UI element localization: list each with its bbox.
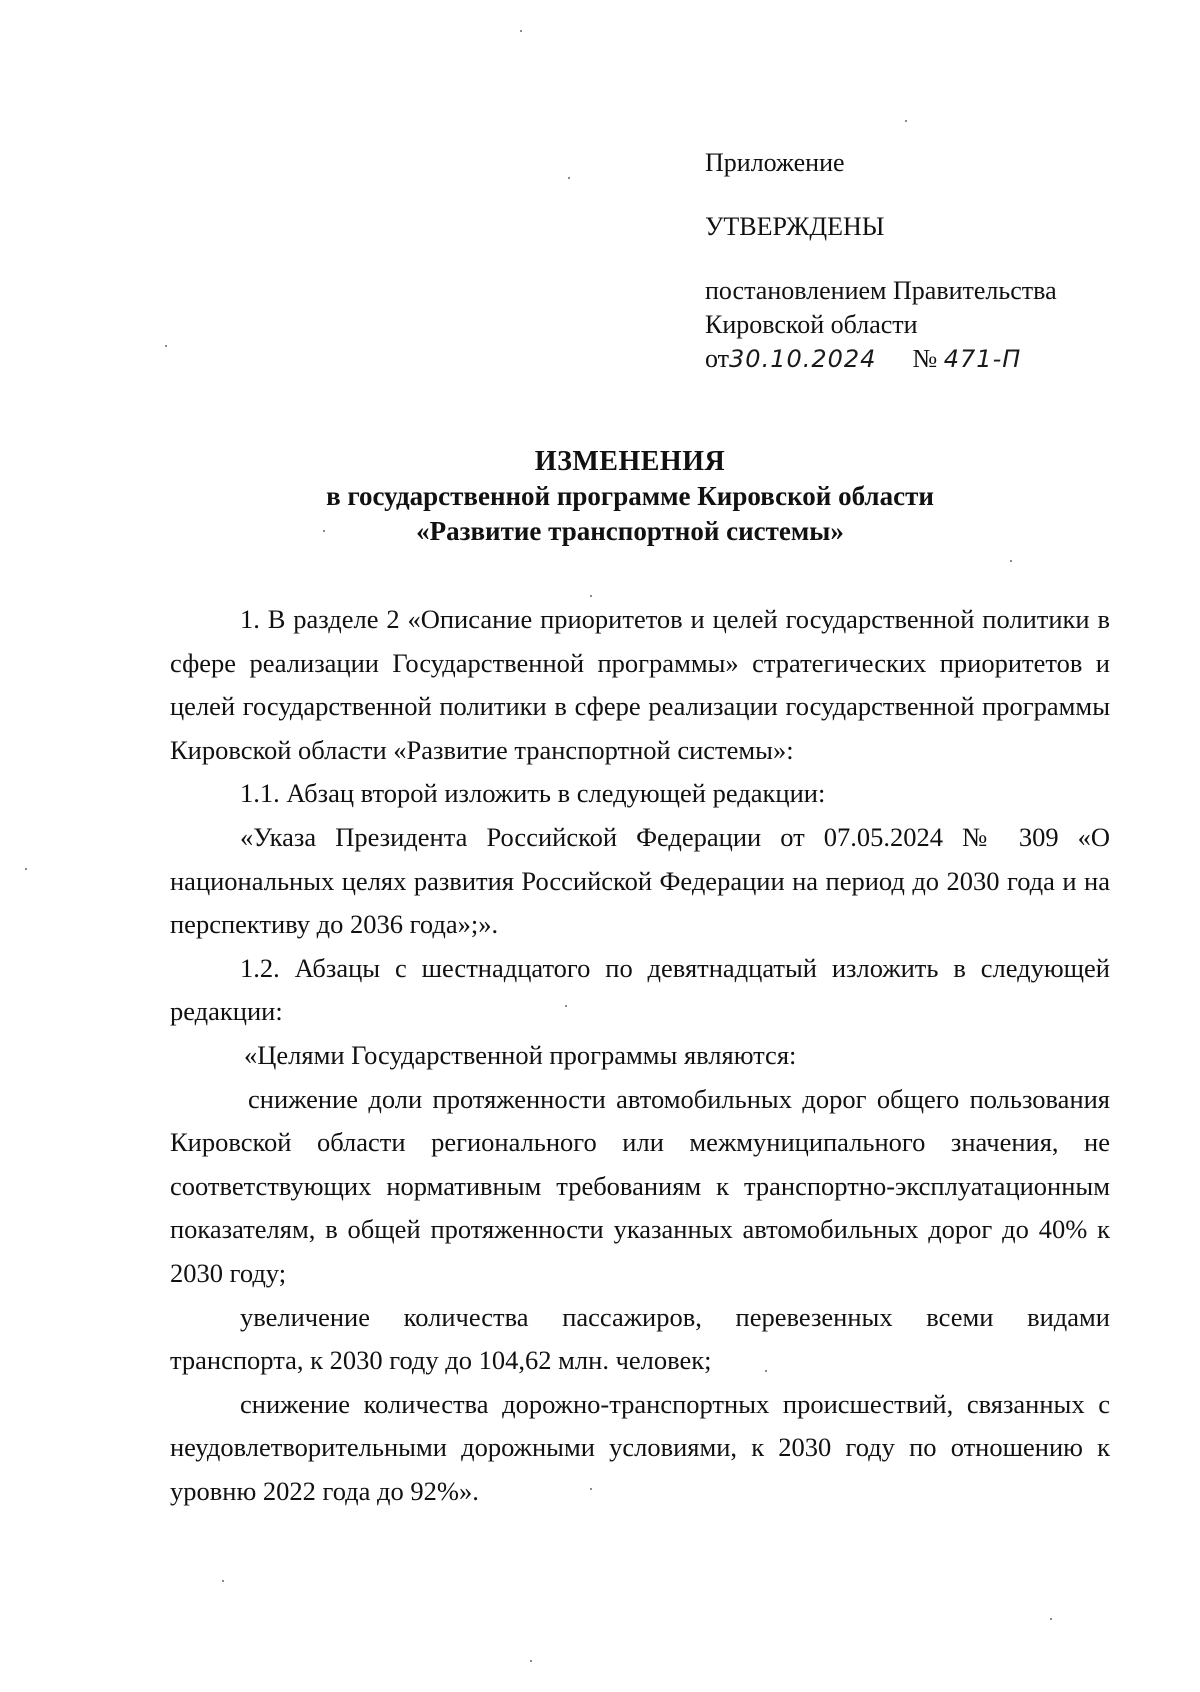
approval-block bbox=[705, 146, 1145, 376]
scan-speck bbox=[590, 1488, 592, 1490]
scan-speck bbox=[530, 1660, 532, 1662]
scan-speck bbox=[520, 30, 522, 32]
scan-speck bbox=[1050, 1618, 1052, 1620]
handwritten-date: 30.10.2024 bbox=[729, 345, 877, 373]
handwritten-number: 471-П bbox=[943, 345, 1022, 373]
scan-speck bbox=[25, 868, 27, 870]
scan-speck bbox=[165, 345, 167, 347]
number-sign: № bbox=[912, 344, 938, 373]
title-line-2: в государственной программе Кировской области bbox=[326, 481, 934, 511]
paragraph-1-2: 1.2. Абзацы с шестнадцатого по девятнадцатый изложить в следующей редакции: bbox=[170, 952, 1110, 1027]
paragraph-goal-roads: снижение доли протяженности автомобильных дорог общего пользования Кировской области регионального или межмуниципального значения, не соответствующих нормативным требованиям к транспортно-эксплуатационным показателям, в общей протяженности указанных автомобильных дорог до 40% к 2030 году; bbox=[170, 1083, 1110, 1288]
title-line-3: «Развитие транспортной системы» bbox=[416, 516, 844, 546]
paragraph-goals-intro: «Целями Государственной программы являются: bbox=[244, 1039, 797, 1070]
paragraph-goal-passengers: увеличение количества пассажиров, перевезенных всеми видами транспорта, к 2030 году до 104,62 млн. человек; bbox=[170, 1301, 1110, 1376]
paragraph-goal-accidents: снижение количества дорожно-транспортных происшествий, связанных с неудовлетворительными дорожными условиями, к 2030 году по отношению к уровню 2022 года до 92%». bbox=[170, 1388, 1110, 1506]
approved-label: УТВЕРЖДЕНЫ bbox=[705, 212, 885, 241]
document-title bbox=[150, 444, 1110, 549]
date-prefix: от bbox=[705, 344, 730, 373]
resolution-date-number bbox=[705, 342, 1145, 376]
scan-speck bbox=[905, 120, 907, 122]
scan-speck bbox=[568, 177, 570, 179]
paragraph-quote-decree: «Указа Президента Российской Федерации от 07.05.2024 № 309 «О национальных целях развития Российской Федерации на период до 2030 года и на перспективу до 2036 года»;». bbox=[170, 821, 1110, 940]
scan-speck bbox=[590, 595, 592, 597]
title-main: ИЗМЕНЕНИЯ bbox=[534, 446, 726, 477]
appendix-label: Приложение bbox=[705, 148, 845, 177]
resolution-line-2: Кировской области bbox=[705, 310, 918, 339]
scan-speck bbox=[222, 1580, 224, 1582]
paragraph-1-1: 1.1. Абзац второй изложить в следующей редакции: bbox=[240, 778, 826, 809]
document-body bbox=[170, 598, 1110, 1513]
scan-speck bbox=[565, 1005, 567, 1007]
resolution-line-1: постановлением Правительства bbox=[705, 276, 1057, 305]
paragraph-1: 1. В разделе 2 «Описание приоритетов и целей государственной политики в сфере реализации Государственной программы» стратегических приоритетов и целей государственной политики в сфере реализации государственной программы Кировской области «Развитие транспортной системы»: bbox=[170, 604, 1110, 765]
scan-speck bbox=[765, 1370, 767, 1372]
scan-speck bbox=[323, 530, 325, 532]
scan-speck bbox=[1010, 560, 1012, 562]
